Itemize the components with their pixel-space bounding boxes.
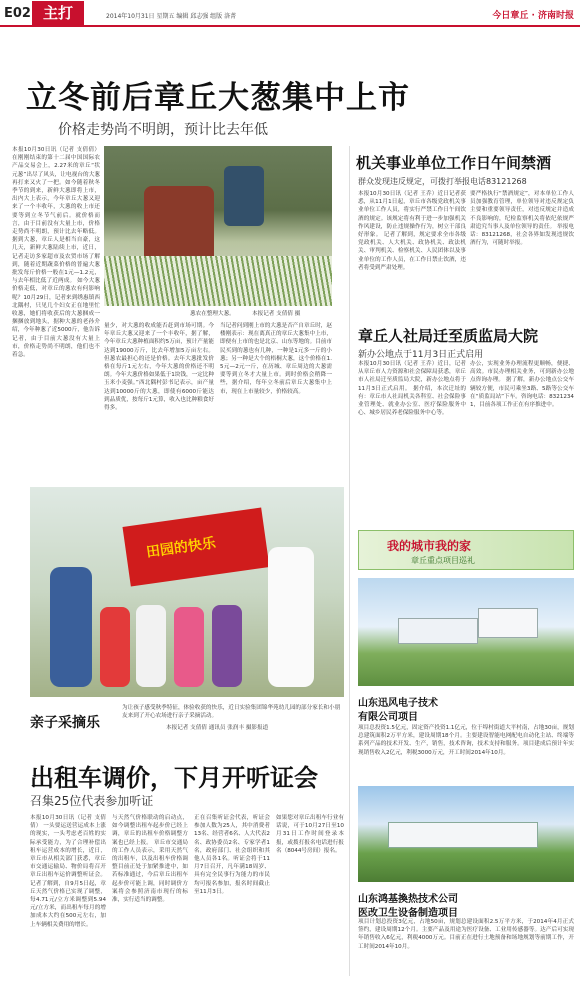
taxi-col4-text: 如果您对章丘出租车行业有话说，可于10月27日至10月31日工作时间登录本报，或拨打报名电话进行报名（8044号房间）报名。 — [276, 815, 344, 854]
ban-text-col2: 要严格执行“禁酒规定”，对本单位工作人员加强教育管理，单位领导对违反规定负主要和重要领导责任，对违反规定并造成不良影响的，纪检监察机关将依纪依规严肃追究当事人及单位领导的责任。 举报电话：83121268，社会各界如发现违规饮酒行为，可随时举报。 — [470, 191, 574, 247]
taxi-subheadline: 召集25位代表参加听证 — [30, 794, 154, 808]
main-col2-text: 量少，对大葱的收成能否赶到市场可期。今年章丘大葱又迎来了一个丰收年，据了解，今年章丘大葱种植面积约5万亩，预计产量能达到19000万斤，比去年增加5万亩左右。但葱农最担心的还是价格。去年大葱批发价格在每斤1元左右，今年大葱的价格还不明朗。今年大葱价格如果低于1块钱，一定比种玉米小麦强。”西北隅村彭书记表示，亩产量达到10000斤的大葱，即使有6000斤能达到品质优，按每斤1元算，收入也比种粮食好得多。 — [104, 323, 214, 412]
child-figure — [212, 605, 242, 687]
issue-meta: 2014年10月31日 星期五 编辑 邱志强 组版 洛菁 — [106, 13, 237, 20]
parent-child-credit: 本报记者 支倩倩 通讯员 张润丰 摄影报道 — [166, 725, 269, 731]
main-headline: 立冬前后章丘大葱集中上市 — [26, 80, 410, 116]
taxi-col2-text: 与天然气价格联动的启动点，如今调整出租车起步价已经上调，章丘的出租车价格调整方案也已经上报。 章丘市交通局的工作人员表示，采用天然气的出租车，以及出租车价格调整目前正处于加紧推进中，如若标准通过，今后章丘出租车起步价可能上调，同时调价方案将会参照济南市现行的标准，实行适当的调整。 — [112, 815, 188, 904]
project1-rendering — [358, 578, 574, 686]
project2-rendering — [358, 786, 574, 882]
photo1-caption: 葱农在整理大葱。 — [190, 311, 235, 317]
city-project-banner — [358, 530, 574, 570]
column-divider — [349, 146, 350, 976]
child-figure — [100, 607, 130, 687]
hr-text-col2: 办公，实现业务办理流程更顺畅，便捷、高效。市民办理相关业务，可到新办公地点咨询办理。 据了解，新办公地点公交车辆较方便，市民可乘坐3路、5路等公交车在“质监局站”下车。咨询电话：83212341，目前各项工作正在有序推进中。 — [470, 361, 574, 409]
adult-figure — [268, 547, 314, 687]
onion-pile — [104, 256, 332, 306]
main-subheadline: 价格走势尚不明朗，预计比去年低 — [58, 122, 268, 138]
newspaper-logo: 今日章丘 · 济南时报 — [492, 11, 574, 21]
adult-figure — [50, 567, 92, 687]
taxi-col3-text: 正在召集听证会代表，听证会参加人数为25人，其中消费者13名、经营者6名、人大代表2名、政协委员2名、专家学者1名，政府部门、社会组织和其他人员各1名。听证会将于11月7日召开，凡年满18周岁、具有完全民事行为能力的市民均可报名参加，报名时间截止至11月3日。 — [194, 815, 270, 895]
hr-subheadline: 新办公地点于11月3日正式启用 — [358, 350, 484, 360]
factory-building — [388, 822, 538, 848]
page-number: E02 — [4, 6, 31, 21]
project1-text: 项目总投资1.5亿元，固定资产投资1.1亿元，位于埠村街道大平村南，占地30亩，规划总建筑面积2万平方米，建设周期18个月。主要建设智能电网配电自动化主站、终端等系列产品的技术开发、生产，销售，技术咨询，技术支持和服务。项目建成后预计年实现销售收入2亿元，利税3000万元，开工时间2014年10月。 — [358, 725, 574, 756]
taxi-col1-text: 本报10月30日讯（记者 支倩倩） 一头要运送营运成本上涨的现实，一头考虑老百姓的实际承受能力，为了合理补偿出租车运营成本的增长，近日，章丘市从相关部门获悉，章丘市交通运输局、物价局将召开章丘出租车运价调整听证会。 记者了解到，自9月5日起，章丘天然气价格已实现了调整，每4.71元/立方米调整到5.94元/立方米，而出租车每月的增加成本大约在500元左右，加上车辆相关费用的增长。 — [30, 815, 106, 928]
red-banner-text: 田园的快乐 — [145, 535, 217, 561]
photo-parent-child-picking — [30, 487, 344, 697]
banner-sub-text: 章丘重点项目巡礼 — [411, 556, 475, 565]
project2-text: 项目计划总投资3亿元，占地50亩，规划总建设面积2.5万平方米，于2014年4月正式签约，建设周期12个月。主要产品及用途为医疗设备、工业用传感器等。达产后可实现年销售收入6亿元，利税4000万元。目前正在进行土地预备和场地规划等前期工作，开工时间2014年10月。 — [358, 919, 574, 950]
child-figure — [136, 605, 166, 687]
page-header — [0, 0, 580, 27]
main-lead-text: 本报10月30日讯（记者 支倩倩） 在刚刚结束的第十二届中国国际农产品交易会上，2.27米的章丘“状元葱”出尽了风头，让电视台的大葱再打来又火了一把。如今随着秋冬季节的到来，新鲜大葱即将上市，出内大上表示，今年章丘大葱又迎来了一个丰收年，大葱的收上市还要等到立冬节气前后。就价格而言，由于目前没有大量上市，价格走势尚不明朗，预计比去年略低。 据到大葱，章丘人是相当自豪，这几天，新鲜大葱陆续上市，近日，记者走访多家超市及农贸市场了解到，随着近期蔬菜价格的普遍大葱批发每斤价格一般在1元—1.2元，与去年相比低了近两成。 如今大葱价格走低，对章丘的葱农有何影响呢？10月29日，记者来到绣惠镇西北隅村，只见几个妇女正在地里忙收葱，她们将收获后的大葱捆成一捆捆放到地头，据种大葱的老孙介绍，今年种葱了近5000斤，他告诉记者，由于目前大葱没有大量上市，价格走势尚不明朗，他们也不着急。 — [12, 147, 100, 359]
section-label: 主打 — [32, 1, 84, 25]
hr-text-col1: 本报10月30日讯（记者 王乔）近日，记者从章丘市人力资源和社会保障局获悉，章丘市人社局迁至质监局大院，新办公地点将于11月3日正式启用。 据介绍，本次迁址的有：章丘市人社局机关各科室、社会保险事业管理处、就业办公室、医疗保险服务中心、城乡居民养老保险服务中心等。 — [358, 361, 466, 417]
project1-name-line1: 山东迅风电子技术 — [358, 698, 438, 709]
red-banner — [123, 508, 270, 587]
ban-subheadline: 群众发现违反规定，可拨打举报电话83121268 — [358, 177, 527, 186]
factory-building — [398, 618, 478, 644]
banner-main-text: 我的城市我的家 — [387, 539, 472, 553]
project2-name-line2: 医改卫生设备制造项目 — [358, 908, 458, 919]
main-col3-text: 当记者问到刚上市的大葱是否产自章丘时，赵楼刚表示：现在离真正的章丘大葱集中上市，即便有上市的也是北京、山东等地的。目前市民买到的葱也有几种，一种是1元多一斤的小葱；另一种是大个的梧桐大葱，这个价格在1.5元—2元一斤，在历城、章丘周边的大葱需要等到立冬才大量上市。到时价格会稍降一些，据介绍，每年立冬前后章丘大葱集中上市，现在上市量较少，价格较高。 — [220, 323, 332, 395]
factory-building — [478, 608, 538, 638]
taxi-headline: 出租车调价，下月开听证会 — [30, 764, 318, 792]
photo1-credit: 本报记者 支倩倩 摄 — [252, 311, 301, 317]
ban-headline: 机关事业单位工作日午间禁酒 — [356, 154, 552, 172]
project2-name-line1: 山东鸿基換热技术公司 — [358, 894, 458, 905]
photo-farmers-onions — [104, 146, 332, 306]
hr-headline: 章丘人社局迁至质监局大院 — [358, 327, 539, 345]
parent-child-caption: 为让孩子感受秋季特征，体验收获的快乐，近日实验集团锦华苑幼儿园的部分家长和小朋友来到了开心农场进行亲子采摘活动。 — [122, 705, 341, 719]
child-figure — [174, 607, 204, 687]
project1-name-line2: 有限公司项目 — [358, 712, 418, 723]
farmer-figure — [224, 166, 264, 226]
parent-child-headline: 亲子采摘乐 — [30, 715, 100, 731]
ban-text-col1: 本报10月30日讯（记者 王乔）近日记者获悉，从11月1日起，章丘市各级党政机关事业单位工作人员，将实行严禁工作日午间饮酒的规定。该规定将有利于进一步加强机关作风建设，防止违规操作行为，树立干部良好形象。 记者了解到，规定要求全市各级党政机关、人大机关、政协机关、政法机关、审判机关、检察机关、人民团体以及事业单位的工作人员，在工作日禁止饮酒，违者将受到严肃处理。 — [358, 191, 466, 271]
